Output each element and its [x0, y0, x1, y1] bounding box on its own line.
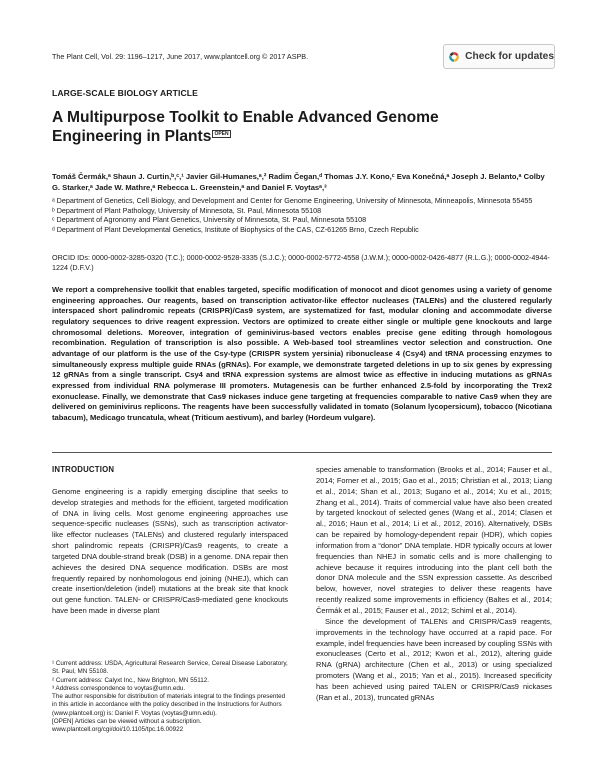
check-for-updates-icon: [448, 48, 460, 66]
footnote: ² Current address: Calyxt Inc., New Brighton, MN 55112.: [52, 676, 210, 684]
check-for-updates-icon-dark-segment: [449, 52, 453, 56]
article-title: [52, 108, 492, 146]
footnote: ³ Address correspondence to voytas@umn.edu.: [52, 684, 186, 692]
introduction-heading: INTRODUCTION: [52, 465, 115, 474]
check-for-updates-icon-teal-segment: [449, 55, 454, 61]
footnote: ¹ Current address: USDA, Agricultural Research Service, Cereal Disease Laboratory, St. Paul, MN 55108.: [52, 660, 288, 676]
check-for-updates-icon-yellow-segment: [454, 55, 458, 61]
author-list: Tomáš Čermák,ᵃ Shaun J. Curtin,ᵇ,ᶜ,¹ Javier Gil-Humanes,ᵃ,² Radim Čegan,ᵈ Thomas J.Y. Kono,ᶜ Eva Konečná,ᵃ Joseph J. Belanto,ᵃ Colby G. Starker,ᵃ Jade W. Mathre,ᵃ Rebecca L. Greenstein,ᵃ and Daniel F. Voytasᵃ,³: [52, 172, 545, 193]
orcid-ids: ORCID IDs: 0000-0002-3285-0320 (T.C.); 0000-0002-9528-3335 (S.J.C.); 0000-0002-5772-4558 (J.W.M.); 0000-0002-0426-4877 (R.L.G.); 0000-0002-4944-1224 (D.F.V.): [52, 253, 550, 272]
affiliation-item: ᵈ Department of Plant Developmental Genetics, Institute of Biophysics of the CAS, CZ-61265 Brno, Czech Republic: [52, 224, 419, 234]
article-title-text: A Multipurpose Toolkit to Enable Advanced Genome Engineering in Plants: [52, 109, 439, 145]
intro-paragraph: species amenable to transformation (Brooks et al., 2014; Fauser et al., 2014; Forner et al., 2015; Gao et al., 2015; Christian et al., 2013; Liang et al., 2014; Shan et al., 2013; Sugano et al., 2014; Xu et al., 2015; Zhang et al., 2014). Traits of commercial value have also been created by targeted knockout of selected genes (Wang et al., 2014; Clasen et al., 2016; Haun et al., 2014; Li et al., 2012, 2016). Alternatively, DSBs can be repaired by homology-dependent repair (HDR), which copies information from a “donor” DNA template. HDR typically occurs at lower frequencies than NHEJ in somatic cells and is more challenging to achieve because it requires introducing into the plant cell both the donor DNA molecule and the SSN expression cassette. As described below, however, novel strategies to deliver these reagents have recently realized some improvements in efficiency (Baltes et al., 2014; Čermák et al., 2015; Fauser et al., 2012; Schiml et al., 2014).: [316, 465, 552, 615]
section-divider: [52, 452, 552, 453]
intro-paragraph: Genome engineering is a rapidly emerging discipline that seeks to develop strategies and methods for the efficient, targeted modification of DNA in living cells. Most genome engineering approaches use sequence-specific nucleases (SSNs), such as transcription activator-like effector nucleases (TALENs) and clustered regularly interspaced short palindromic repeats (CRISPR)/Cas9 reagents, to create a targeted DNA double-strand break (DSB) in a genome. DNA repair then achieves the desired DNA sequence modification. DSBs are most frequently repaired by nonhomologous end joining (NHEJ), which can create insertion/deletion (indel) mutations at the break site that knock out gene function. TALEN- or CRISPR/Cas9-mediated gene knockouts have been made in diverse plant: [52, 486, 288, 616]
check-for-updates-icon-red-segment: [454, 52, 458, 56]
doi-link[interactable]: www.plantcell.org/cgi/doi/10.1105/tpc.16.00922: [52, 726, 184, 734]
intro-paragraph: Since the development of TALENs and CRISPR/Cas9 reagents, improvements in the technology have occurred at a rapid pace. For example, indel frequencies have been increased by coupling SSNs with exonucleases (Certo et al., 2012; Kwon et al., 2012), altering guide RNA (gRNA) architecture (Chen et al., 2013) or using specialized promoters (Wang et al., 2015; Yan et al., 2015). Increased specificity has been achieved using paired TALEN or CRISPR/Cas9 nickases (Ran et al., 2013), truncated gRNAs: [316, 616, 552, 702]
footnote: The author responsible for distribution of materials integral to the findings presented in this article in accordance with the policy described in the Instructions for Authors (www.plantcell.org) is: Daniel F. Voytas (voytas@umn.edu).: [52, 693, 286, 717]
footnote-list: [52, 660, 288, 735]
check-for-updates-button[interactable]: [443, 44, 555, 69]
left-column: [52, 465, 288, 617]
abstract: We report a comprehensive toolkit that enables targeted, specific modification of monocot and dicot genomes using a variety of genome engineering approaches. Our reagents, based on transcription activator-like effector nucleases (TALENs) and the clustered regularly interspaced short palindromic repeats (CRISPR)/Cas9 system, are systematized for fast, modular cloning and accommodate diverse regulatory sequences to drive reagent expression. Vectors are optimized to create either single or multiple gene knockouts and large chromosomal deletions. Moreover, integration of geminivirus-based vectors enables precise gene editing through homologous recombination. Regulation of transcription is also possible. A Web-based tool streamlines vector selection and construction. One advantage of our platform is the use of the Csy-type (CRISPR system yersinia) ribonuclease 4 (Csy4) and tRNA processing enzymes to simultaneously express multiple guide RNAs (gRNAs). For example, we demonstrate targeted deletions in up to six genes by expressing 12 gRNAs from a single transcript. Csy4 and tRNA expression systems are almost twice as effective in inducing mutations as gRNAs expressed from individual RNA polymerase III promoters. Mutagenesis can be further enhanced 2.5-fold by incorporating the Trex2 exonuclease. Finally, we demonstrate that Cas9 nickases induce gene targeting at frequencies comparable to native Cas9 when they are delivered on geminivirus replicons. The reagents have been successfully validated in tomato (Solanum lycopersicum), tobacco (Nicotiana tabacum), Medicago truncatula, wheat (Triticum aestivum), and barley (Hordeum vulgare).: [52, 285, 552, 422]
check-for-updates-label: Check for updates: [465, 51, 554, 62]
affiliation-item: ᵇ Department of Plant Pathology, University of Minnesota, St. Paul, Minnesota 55108: [52, 205, 322, 215]
right-column: [316, 465, 552, 704]
footnote: [OPEN] Articles can be viewed without a subscription.: [52, 718, 202, 726]
affiliation-list: [52, 196, 552, 234]
affiliation-item: ᵃ Department of Genetics, Cell Biology, and Development and Center for Genome Engineering, University of Minnesota, Minneapolis, Minnesota 55455: [52, 196, 533, 205]
affiliation-item: ᶜ Department of Agronomy and Plant Genetics, University of Minnesota, St. Paul, Minnesota 55108: [52, 215, 367, 225]
journal-citation: The Plant Cell, Vol. 29: 1196–1217, June 2017, www.plantcell.org © 2017 ASPB.: [52, 52, 309, 61]
article-type-label: LARGE-SCALE BIOLOGY ARTICLE: [52, 88, 198, 98]
open-access-badge: OPEN: [214, 131, 229, 137]
